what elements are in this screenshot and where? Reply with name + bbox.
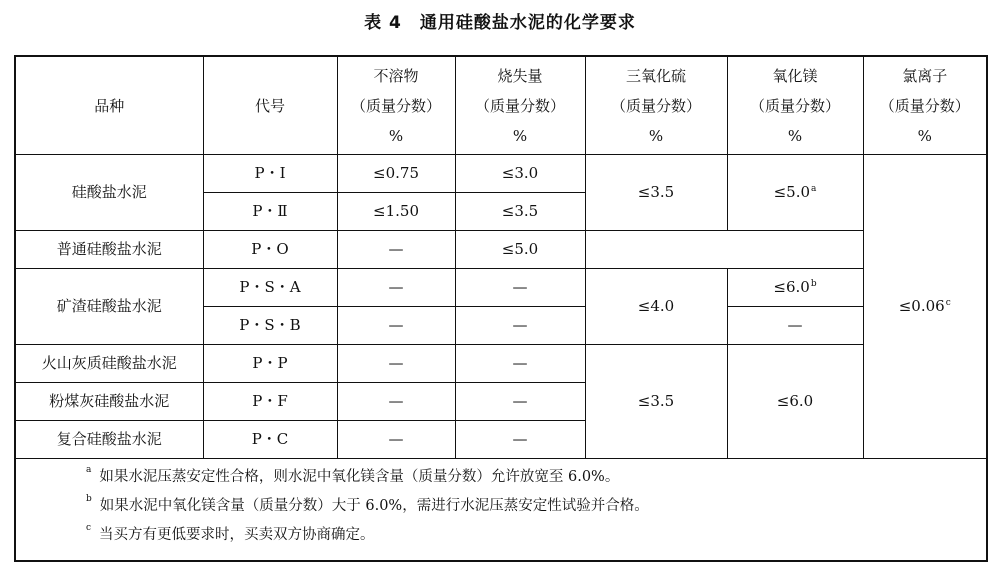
code-cell: P・S・B — [203, 307, 337, 345]
header-insoluble — [337, 56, 455, 155]
code-cell: P・O — [203, 231, 337, 269]
loss-cell: — — [455, 421, 585, 459]
table-row — [15, 269, 987, 307]
loss-cell: — — [455, 269, 585, 307]
footnote-mark: b — [810, 279, 817, 290]
header-chloride-unit: % — [917, 126, 932, 145]
mgo-cell: — — [727, 307, 863, 345]
mgo-cell — [727, 155, 863, 231]
table-row — [15, 155, 987, 193]
header-so3-name: 三氧化硫 — [625, 66, 686, 85]
header-row — [15, 56, 987, 155]
insoluble-cell: — — [337, 269, 455, 307]
footnotes-cell — [15, 459, 987, 562]
code-cell: P・P — [203, 345, 337, 383]
so3-cell: ≤4.0 — [585, 269, 727, 345]
code-cell: P・Ⅱ — [203, 193, 337, 231]
loss-cell: — — [455, 383, 585, 421]
table-row — [15, 231, 987, 269]
header-loss-unit: % — [512, 126, 528, 145]
header-mgo-basis: （质量分数） — [749, 96, 840, 115]
header-insoluble-basis: （质量分数） — [350, 96, 441, 115]
code-cell: P・S・A — [203, 269, 337, 307]
insoluble-cell: — — [337, 307, 455, 345]
footnote-mark: c — [86, 523, 92, 533]
table-title: 表 4 通用硅酸盐水泥的化学要求 — [364, 13, 636, 33]
so3-cell: ≤3.5 — [585, 155, 727, 231]
header-variety: 品种 — [15, 56, 203, 155]
code-cell: P・Ⅰ — [203, 155, 337, 193]
header-insoluble-name: 不溶物 — [373, 66, 419, 85]
header-so3-basis: （质量分数） — [610, 96, 701, 115]
header-insoluble-unit: % — [388, 126, 404, 145]
header-mgo — [727, 56, 863, 155]
footnote — [86, 521, 986, 550]
footnote-mark: a — [811, 184, 817, 195]
insoluble-cell: — — [337, 231, 455, 269]
header-loss-name: 烧失量 — [497, 66, 543, 85]
insoluble-cell: ≤1.50 — [337, 193, 455, 231]
header-chloride — [863, 56, 987, 155]
variety-cell: 复合硅酸盐水泥 — [15, 421, 203, 459]
code-cell: P・C — [203, 421, 337, 459]
footnote-mark: a — [86, 465, 92, 475]
variety-cell: 矿渣硅酸盐水泥 — [15, 269, 203, 345]
header-mgo-unit: % — [787, 126, 803, 145]
footnote-text: 如果水泥中氧化镁含量（质量分数）大于 6.0%，需进行水泥压蒸安定性试验并合格。 — [99, 498, 649, 514]
header-chloride-name: 氯离子 — [902, 66, 948, 85]
loss-cell: ≤5.0 — [455, 231, 585, 269]
header-code: 代号 — [203, 56, 337, 155]
insoluble-cell: — — [337, 383, 455, 421]
so3-cell: ≤3.5 — [585, 345, 727, 459]
loss-cell: ≤3.0 — [455, 155, 585, 193]
insoluble-cell: — — [337, 421, 455, 459]
footnote-mark: b — [86, 494, 92, 504]
variety-cell: 火山灰质硅酸盐水泥 — [15, 345, 203, 383]
footnote — [86, 463, 986, 492]
footnote-text: 当买方有更低要求时，买卖双方协商确定。 — [99, 527, 375, 543]
mgo-value: ≤5.0 — [773, 183, 811, 202]
header-so3 — [585, 56, 727, 155]
header-chloride-basis: （质量分数） — [879, 96, 970, 115]
variety-cell: 普通硅酸盐水泥 — [15, 231, 203, 269]
header-loss-basis: （质量分数） — [474, 96, 565, 115]
code-cell: P・F — [203, 383, 337, 421]
mgo-value: ≤6.0 — [773, 278, 810, 297]
header-loss — [455, 56, 585, 155]
mgo-cell — [727, 269, 863, 307]
loss-cell: ≤3.5 — [455, 193, 585, 231]
chemical-requirements-table — [14, 55, 988, 562]
loss-cell: — — [455, 345, 585, 383]
mgo-cell: ≤6.0 — [727, 345, 863, 459]
header-mgo-name: 氧化镁 — [772, 66, 818, 85]
insoluble-cell: — — [337, 345, 455, 383]
table-row — [15, 345, 987, 383]
chloride-cell — [863, 155, 987, 459]
footnote — [86, 492, 986, 521]
insoluble-cell: ≤0.75 — [337, 155, 455, 193]
chloride-value: ≤0.06 — [898, 297, 945, 316]
footnote-mark: c — [945, 298, 951, 309]
header-so3-unit: % — [648, 126, 664, 145]
variety-cell: 硅酸盐水泥 — [15, 155, 203, 231]
loss-cell: — — [455, 307, 585, 345]
footnote-text: 如果水泥压蒸安定性合格，则水泥中氧化镁含量（质量分数）允许放宽至 6.0%。 — [99, 469, 620, 485]
variety-cell: 粉煤灰硅酸盐水泥 — [15, 383, 203, 421]
footnotes-row — [15, 459, 987, 562]
